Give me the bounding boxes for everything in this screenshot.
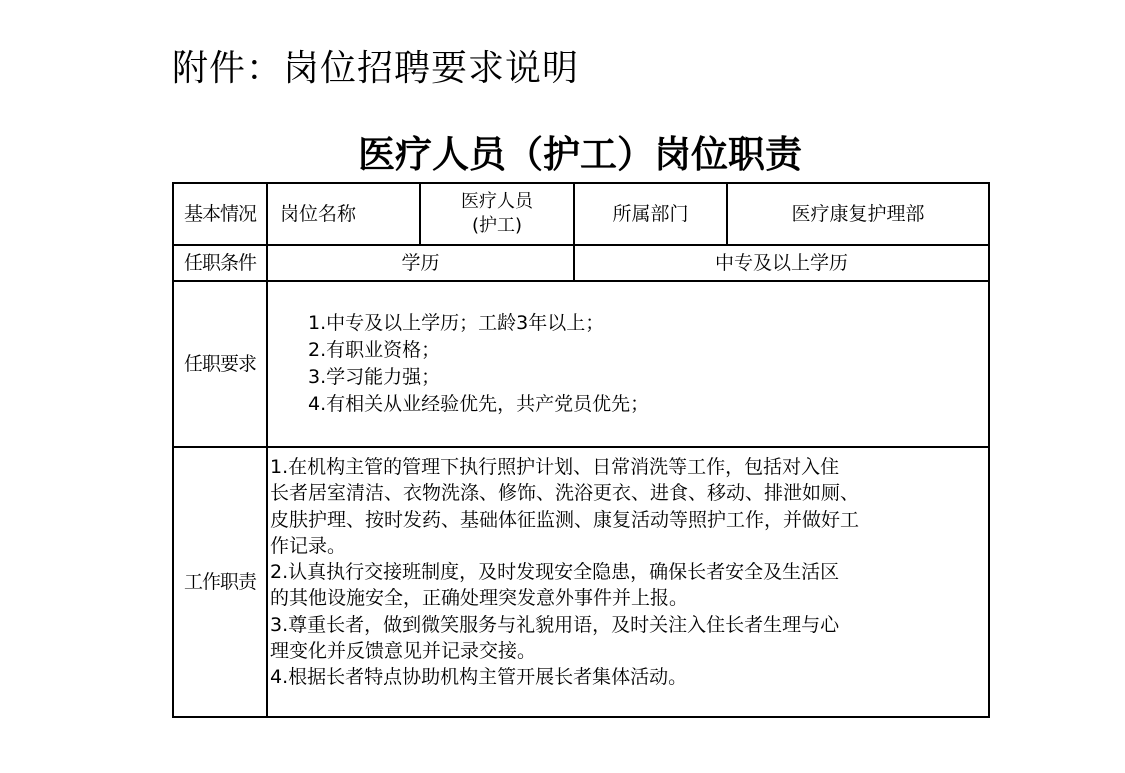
duty-line: 4.根据长者特点协助机构主管开展长者集体活动。 bbox=[270, 666, 688, 689]
duty-line: 2.认真执行交接班制度，及时发现安全隐患，确保长者安全及生活区 bbox=[270, 561, 840, 584]
position-name-value bbox=[420, 183, 574, 245]
requirements-list bbox=[268, 310, 988, 418]
duty-line: 皮肤护理、按时发药、基础体征监测、康复活动等照护工作，并做好工 bbox=[270, 508, 860, 531]
job-duties-table bbox=[172, 182, 990, 718]
position-name-value-line1: 医疗人员 bbox=[461, 191, 533, 212]
table-row-conditions bbox=[173, 245, 989, 281]
requirements-cell bbox=[267, 281, 989, 447]
education-value: 中专及以上学历 bbox=[574, 245, 989, 281]
duty-line: 3.尊重长者，做到微笑服务与礼貌用语，及时关注入住长者生理与心 bbox=[270, 613, 840, 636]
duty-line: 作记录。 bbox=[270, 534, 347, 557]
table-row-basic bbox=[173, 183, 989, 245]
duties-cell bbox=[267, 447, 989, 717]
document-title: 医疗人员（护工）岗位职责 bbox=[358, 133, 802, 176]
requirement-item: 3.学习能力强； bbox=[308, 366, 441, 388]
duty-line: 长者居室清洁、衣物洗涤、修饰、洗浴更衣、进食、移动、排泄如厕、 bbox=[270, 482, 860, 505]
education-label: 学历 bbox=[267, 245, 574, 281]
attachment-title: 附件：岗位招聘要求说明 bbox=[172, 48, 580, 89]
table-row-requirements bbox=[173, 281, 989, 447]
row-label-duties: 工作职责 bbox=[173, 447, 267, 717]
duty-line: 1.在机构主管的管理下执行照护计划、日常消洗等工作，包括对入住 bbox=[270, 456, 840, 478]
requirement-item: 1.中专及以上学历；工龄3年以上； bbox=[308, 312, 605, 334]
requirement-item: 4.有相关从业经验优先，共产党员优先； bbox=[308, 393, 650, 415]
department-value: 医疗康复护理部 bbox=[727, 183, 989, 245]
requirement-item: 2.有职业资格； bbox=[308, 339, 441, 361]
duty-line: 的其他设施安全，正确处理突发意外事件并上报。 bbox=[270, 587, 689, 610]
duty-line: 理变化并反馈意见并记录交接。 bbox=[270, 640, 537, 663]
row-label-basic: 基本情况 bbox=[173, 183, 267, 245]
position-name-label: 岗位名称 bbox=[267, 183, 420, 245]
department-label: 所属部门 bbox=[574, 183, 727, 245]
table-row-duties bbox=[173, 447, 989, 717]
position-name-value-line2: (护工) bbox=[471, 215, 523, 236]
row-label-conditions: 任职条件 bbox=[173, 245, 267, 281]
row-label-requirements: 任职要求 bbox=[173, 281, 267, 447]
